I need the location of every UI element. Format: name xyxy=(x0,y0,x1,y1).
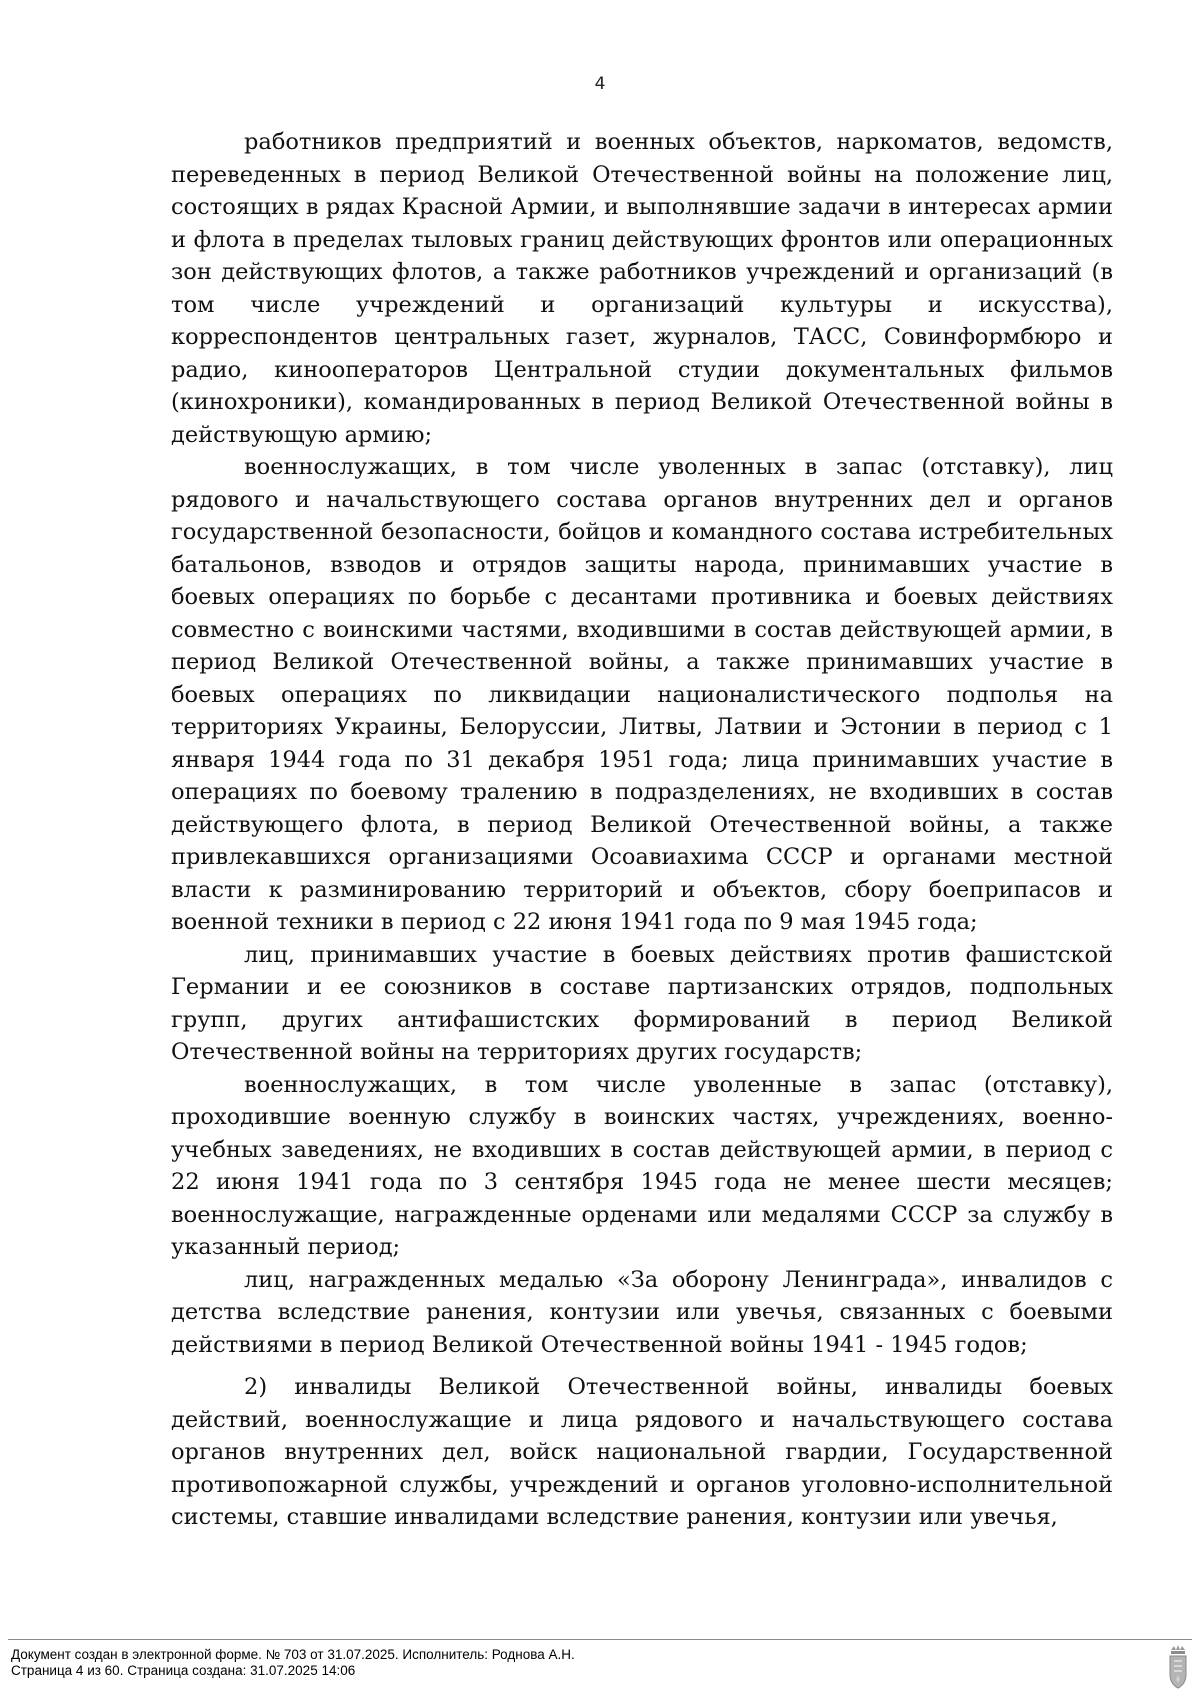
footer-divider xyxy=(8,1639,1192,1640)
page-number: 4 xyxy=(594,74,606,94)
footer-page-info: Страница 4 из 60. Страница создана: 31.07.2025 14:06 xyxy=(11,1663,356,1678)
footer-document-info: Документ создан в электронной форме. № 703 от 31.07.2025. Исполнитель: Роднова А.Н. xyxy=(11,1647,575,1662)
paragraph-workers: работников предприятий и военных объектов, наркоматов, ведомств, переведенных в период Великой Отечественной войны на положение лиц, состоящих в рядах Красной Армии, и выполнявшие задачи в интересах армии и флота в пределах тыловых границ действующих фронтов или операционных зон действующих флотов, а также работников учреждений и организаций (в том числе учреждений и организаций культуры и искусства), корреспондентов центральных газет, журналов, ТАСС, Совинформбюро и радио, кинооператоров Центральной студии документальных фильмов (кинохроники), командированных в период Великой Отечественной войны в действующую армию; xyxy=(171,129,1113,448)
document-footer xyxy=(0,1639,1200,1698)
paragraph-servicemen: военнослужащих, в том числе уволенных в запас (отставку), лиц рядового и начальствующего состава органов внутренних дел и органов государственной безопасности, бойцов и командного состава истребительных батальонов, взводов и отрядов защиты народа, принимавших участие в боевых операциях по борьбе с десантами противника и боевых действиях совместно с воинскими частями, входившими в состав действующей армии, в период Великой Отечественной войны, а также принимавших участие в боевых операциях по ликвидации националистического подполья на территориях Украины, Белоруссии, Литвы, Латвии и Эстонии в период с 1 января 1944 года по 31 декабря 1951 года; лица принимавших участие в операциях по боевому тралению в подразделениях, не входивших в состав действующего флота, в период Великой Отечественной войны, а также привлекавшихся организациями Осоавиахима СССР и органами местной власти к разминированию территорий и объектов, сбору боеприпасов и военной техники в период с 22 июня 1941 года по 9 мая 1945 года; xyxy=(171,454,1113,935)
document-body xyxy=(171,126,1113,1534)
paragraph-servicemen-reserve: военнослужащих, в том числе уволенные в запас (отставку), проходившие военную службу в воинских частях, учреждениях, военно-учебных заведениях, не входивших в состав действующей армии, в период с 22 июня 1941 года по 3 сентября 1945 года не менее шести месяцев; военнослужащие, награжденные орденами или медалями СССР за службу в указанный период; xyxy=(171,1071,1113,1260)
coat-of-arms-icon xyxy=(1167,1644,1189,1690)
footer-info xyxy=(11,1647,575,1679)
paragraph-disabled-veterans: 2) инвалиды Великой Отечественной войны, инвалиды боевых действий, военнослужащие и лица рядового и начальствующего состава органов внутренних дел, войск национальной гвардии, Государственной противопожарной службы, учреждений и органов уголовно-исполнительной системы, ставшие инвалидами вследствие ранения, контузии или увечья, xyxy=(171,1374,1113,1530)
paragraph-partisans: лиц, принимавших участие в боевых действиях против фашистской Германии и ее союзников в составе партизанских отрядов, подпольных групп, других антифашистских формирований в период Великой Отечественной войны на территориях других государств; xyxy=(171,941,1113,1065)
paragraph-leningrad-medal: лиц, награжденных медалью «За оборону Ленинграда», инвалидов с детства вследствие ранения, контузии или увечья, связанных с боевыми действиями в период Великой Отечественной войны 1941 - 1945 годов; xyxy=(171,1266,1113,1358)
